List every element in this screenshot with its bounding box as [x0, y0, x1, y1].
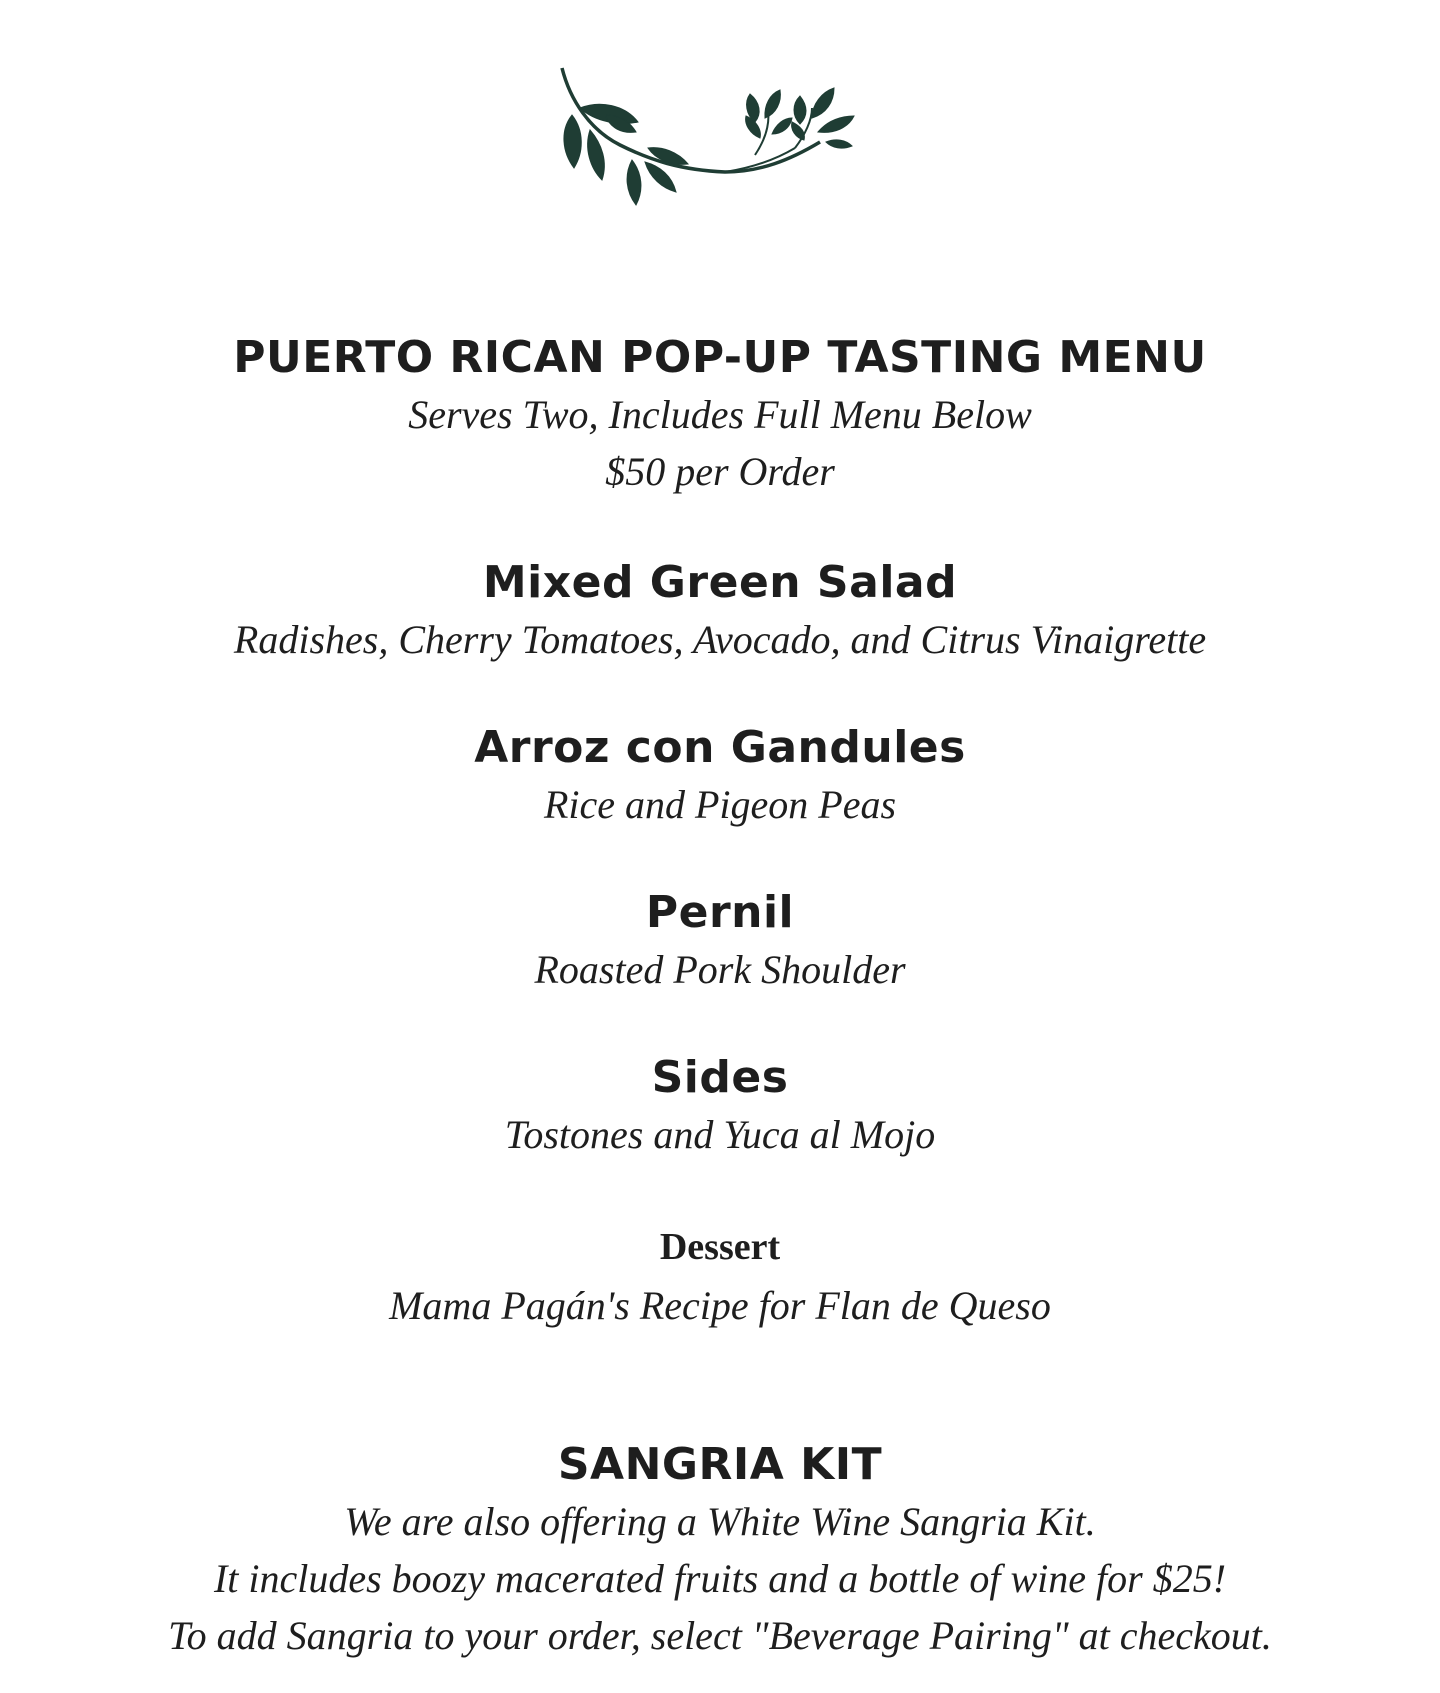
course-description-salad: Radishes, Cherry Tomatoes, Avocado, and Citrus Vinaigrette — [233, 617, 1207, 662]
course-description-pernil: Roasted Pork Shoulder — [534, 947, 906, 992]
sangria-line-2: It includes boozy macerated fruits and a bottle of wine for $25! — [213, 1556, 1227, 1601]
sangria-line-3: To add Sangria to your order, select "Beverage Pairing" at checkout. — [168, 1613, 1272, 1658]
leafy-branch-icon — [550, 60, 890, 230]
course-title-dessert: Dessert — [659, 1226, 781, 1268]
course-title-sides: Sides — [651, 1052, 789, 1103]
course-title-salad: Mixed Green Salad — [482, 557, 958, 608]
menu-subtitle: Serves Two, Includes Full Menu Below — [408, 392, 1032, 437]
sangria-title: SANGRIA KIT — [557, 1439, 883, 1490]
course-description-sides: Tostones and Yuca al Mojo — [504, 1112, 936, 1157]
menu-title: PUERTO RICAN POP-UP TASTING MENU — [233, 332, 1207, 383]
course-title-pernil: Pernil — [645, 887, 795, 938]
sangria-line-1: We are also offering a White Wine Sangria Kit. — [344, 1499, 1096, 1544]
course-description-dessert: Mama Pagán's Recipe for Flan de Queso — [389, 1283, 1051, 1328]
menu-price: $50 per Order — [605, 449, 835, 494]
course-title-arroz: Arroz con Gandules — [474, 722, 966, 773]
course-description-arroz: Rice and Pigeon Peas — [543, 782, 897, 827]
